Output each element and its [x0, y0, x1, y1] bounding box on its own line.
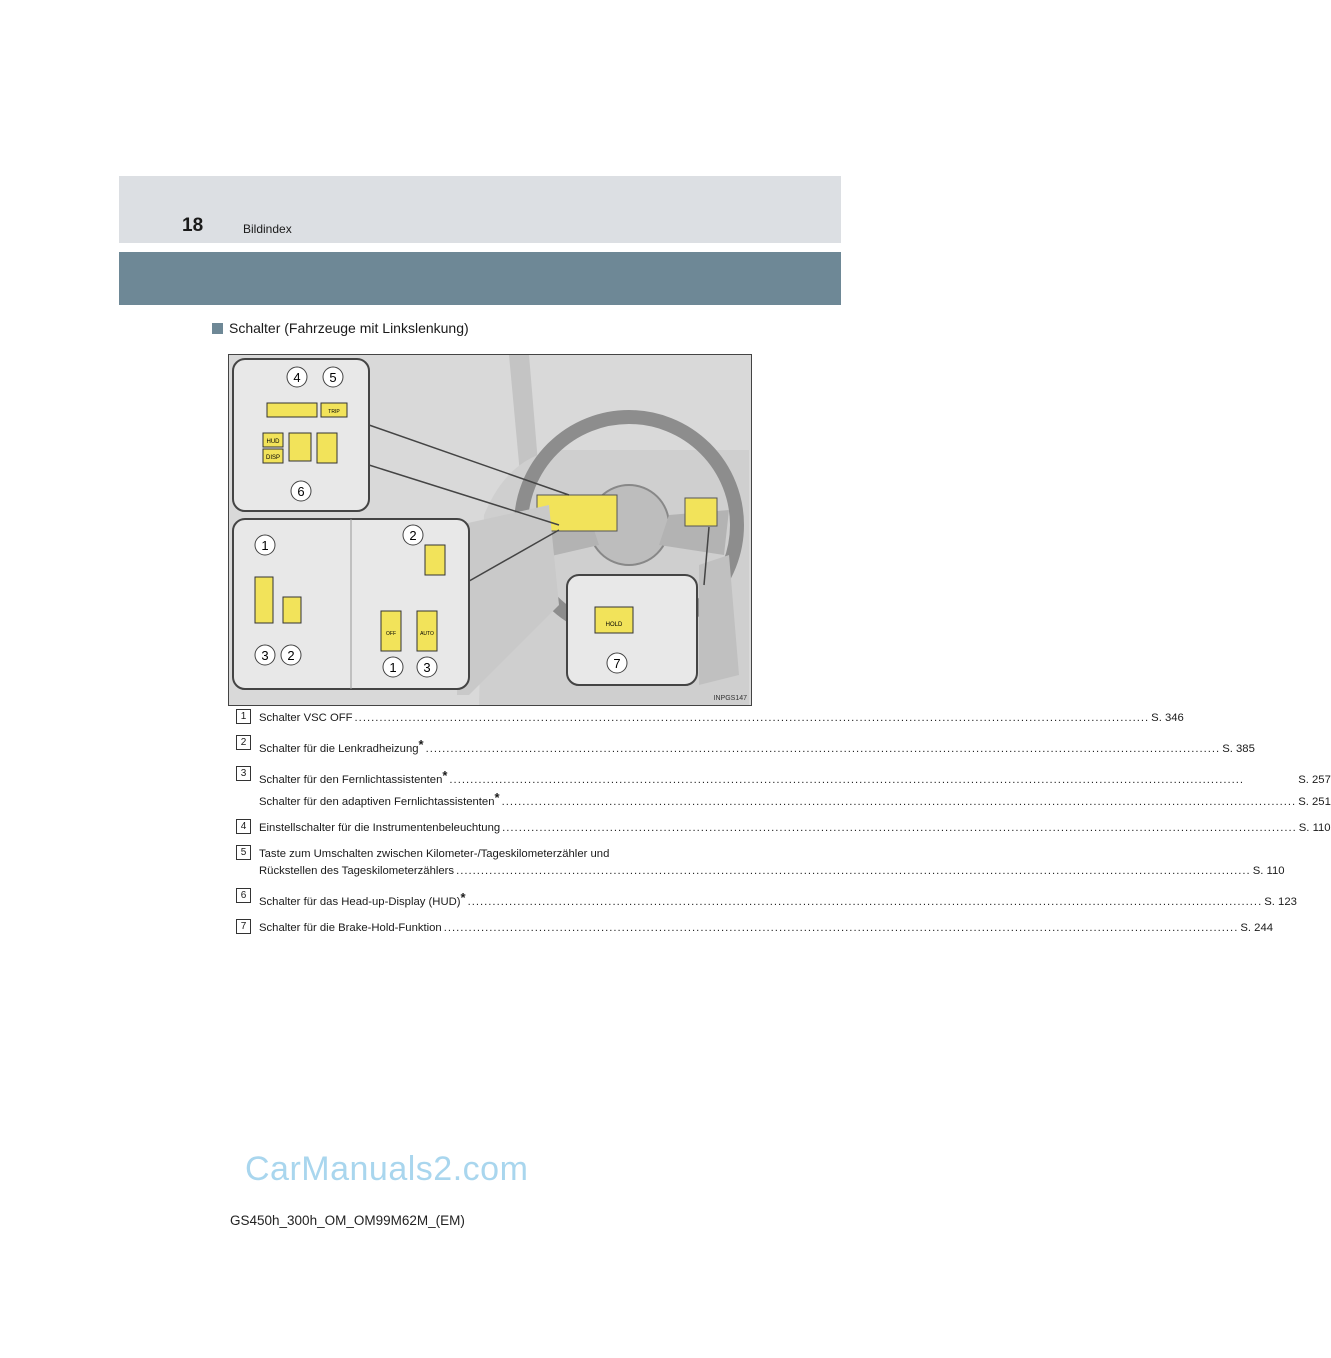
legend-number: 2: [236, 735, 251, 750]
figure-code: INPGS147: [713, 695, 747, 702]
legend-item-2: [236, 736, 1255, 758]
page-reference-link[interactable]: S. 257: [1298, 774, 1331, 786]
legend-item-6: [236, 889, 1297, 911]
switch-illustration: [228, 354, 752, 706]
watermark-link[interactable]: CarManuals2.com: [245, 1150, 529, 1188]
legend-text: Schalter für die Brake-Hold-Funktion: [259, 922, 442, 934]
section-band: [119, 252, 841, 305]
legend-text: Schalter für die Lenkradheizung: [259, 743, 419, 755]
hold-switch-label: HOLD: [605, 622, 623, 628]
callout-5: 5: [329, 370, 337, 385]
legend-item-3: [236, 767, 1331, 811]
legend-number: 4: [236, 819, 251, 834]
section-heading-text: Schalter (Fahrzeuge mit Linkslenkung): [229, 320, 469, 336]
lower-switch-inset: [233, 519, 469, 689]
page-reference-link[interactable]: S. 123: [1264, 896, 1297, 908]
bullet-square-icon: [212, 323, 223, 334]
hold-switch-inset: [567, 575, 697, 685]
legend-number: 1: [236, 709, 251, 724]
legend-item-7: [236, 920, 1274, 937]
auto-switch-label: AUTO: [420, 631, 434, 637]
optional-equipment-star: *: [494, 790, 500, 805]
legend-list: [236, 710, 1331, 946]
page-number: 18: [182, 215, 204, 236]
legend-text: Einstellschalter für die Instrumentenbeleuchtung: [259, 822, 501, 834]
optional-equipment-star: *: [442, 768, 448, 783]
callout-3a: 3: [261, 648, 269, 663]
footer-doc-code: GS450h_300h_OM_OM99M62M_(EM): [230, 1213, 465, 1228]
legend-text: Schalter für das Head-up-Display (HUD): [259, 896, 461, 908]
callout-4: 4: [293, 370, 301, 385]
legend-text: Rückstellen des Tageskilometerzählers: [259, 865, 455, 877]
legend-text: Schalter für den adaptiven Fernlichtassistenten: [259, 796, 495, 808]
legend-item-5: [236, 846, 1285, 880]
hud-switch-label: HUD: [266, 439, 280, 445]
header-bar: [119, 176, 841, 243]
section-heading: [212, 320, 469, 336]
optional-equipment-star: *: [460, 890, 466, 905]
page-reference-link[interactable]: S. 346: [1151, 712, 1184, 724]
callout-2b: 2: [409, 528, 417, 543]
legend-number: 5: [236, 845, 251, 860]
trip-switch-label: TRIP: [328, 409, 340, 415]
legend-number: 3: [236, 766, 251, 781]
legend-text-lead: Taste zum Umschalten zwischen Kilometer-/Tageskilometerzähler und: [259, 848, 610, 860]
page-reference-link[interactable]: S. 110: [1298, 822, 1331, 834]
callout-3b: 3: [423, 660, 431, 675]
legend-number: 7: [236, 919, 251, 934]
callout-1a: 1: [261, 538, 269, 553]
header-title: Bildindex: [243, 222, 292, 236]
legend-number: 6: [236, 888, 251, 903]
page-reference-link[interactable]: S. 110: [1252, 865, 1285, 877]
legend-text: Schalter für den Fernlichtassistenten: [259, 774, 443, 786]
legend-item-1: [236, 710, 1184, 727]
callout-6: 6: [297, 484, 305, 499]
callout-1b: 1: [389, 660, 397, 675]
callout-7: 7: [613, 656, 621, 671]
disp-switch-label: DISP: [265, 455, 281, 461]
legend-text: Schalter VSC OFF: [259, 712, 353, 724]
off-switch-label: OFF: [386, 631, 396, 637]
page-reference-link[interactable]: S. 251: [1298, 796, 1331, 808]
instrument-panel-switch-inset: [233, 359, 369, 511]
legend-item-4: [236, 820, 1331, 837]
callout-2a: 2: [287, 648, 295, 663]
optional-equipment-star: *: [418, 737, 424, 752]
page-reference-link[interactable]: S. 385: [1222, 743, 1255, 755]
page-reference-link[interactable]: S. 244: [1240, 922, 1274, 934]
